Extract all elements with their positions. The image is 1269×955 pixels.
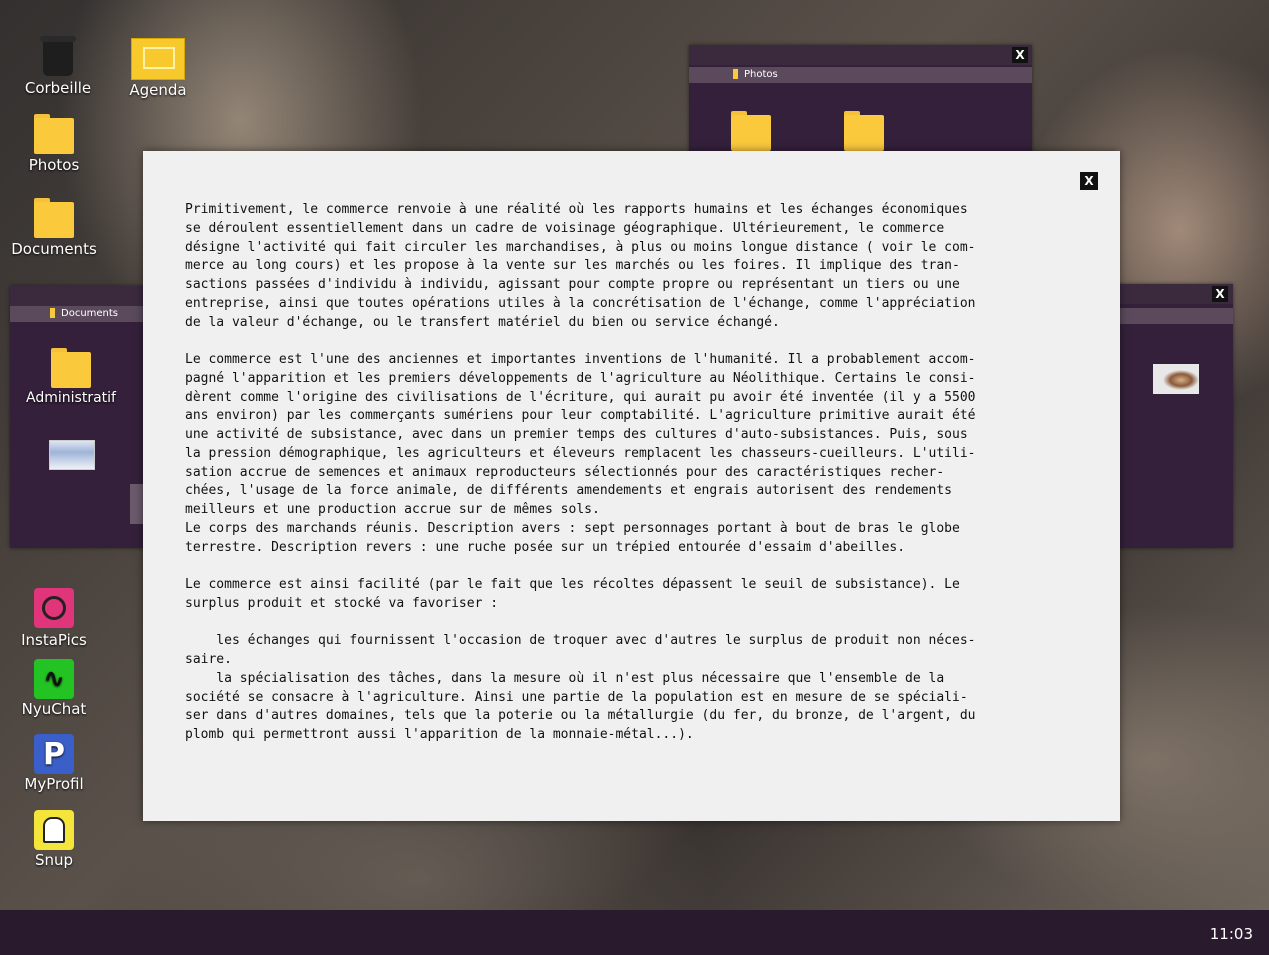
document-line: dèrent comme l'origine des civilisations de l'écriture, qui aurait pu avoir été inventée (il y a 5500	[185, 389, 976, 405]
desktop-icon-label: Agenda	[129, 81, 187, 99]
document-line: de la valeur d'échange, ou le transfert matériel du bien ou service échangé.	[185, 314, 780, 330]
photos-window	[689, 45, 1032, 165]
document-line: la spécialisation des tâches, dans la mesure où il n'est plus nécessaire que l'ensemble de la	[185, 670, 945, 686]
desktop-icon-label: InstaPics	[21, 631, 87, 649]
documents-window-path: Documents	[61, 308, 119, 319]
document-line	[185, 614, 1085, 633]
folder-icon	[733, 69, 738, 79]
desktop-icon-myprofil[interactable]	[9, 734, 99, 793]
desktop-icon-snup[interactable]	[9, 810, 99, 869]
folder-icon	[34, 114, 74, 154]
document-text	[185, 201, 1085, 745]
folder-icon	[34, 198, 74, 238]
document-line: saire.	[185, 652, 232, 667]
photos-window-close-button[interactable]: X	[1012, 47, 1028, 63]
document-line: chées, l'usage de la force animale, de différents amendements et engrais autorisent des rendements	[185, 483, 953, 499]
document-line: une activité de subsistance, avec dans un premier temps des cultures d'auto-subsistances. Puis, sous	[185, 427, 968, 442]
desktop-icon-photos[interactable]	[9, 114, 99, 174]
document-line: les échanges qui fournissent l'occasion de troquer avec d'autres le surplus de produit non néces-	[185, 633, 976, 649]
document-line: sactions passées d'individu à individu, agissant pour compte propre ou représentant un tiers ou une	[185, 277, 960, 292]
photos-subfolder-1[interactable]	[731, 111, 771, 151]
photos-window-pathbar	[689, 67, 1032, 83]
document-line: ans environ) par les commerçants sumériens pour leur comptabilité. L'agriculture primitive aurait été	[185, 408, 976, 424]
document-line: Le corps des marchands réunis. Description avers : sept personnages portant à bout de bras le globe	[185, 520, 960, 536]
document-line: meilleurs et une production accrue sur de mêmes sols.	[185, 502, 600, 517]
taskbar	[0, 910, 1269, 955]
document-line	[185, 332, 1085, 351]
document-line	[185, 557, 1085, 576]
desktop-icon-label: Snup	[34, 851, 74, 869]
right-window	[1115, 284, 1233, 548]
photos-window-titlebar[interactable]	[689, 45, 1032, 65]
document-line: terrestre. Description revers : une ruche posée sur un trépied entourée d'essaim d'abeilles.	[185, 539, 906, 555]
photos-subfolder-2[interactable]	[844, 111, 884, 151]
trash-icon	[43, 38, 73, 76]
ghost-icon	[34, 810, 74, 850]
document-line: sation accrue de semences et animaux reproducteurs sélectionnés pour des caractéristiques recher-	[185, 464, 945, 480]
photos-window-path: Photos	[744, 69, 778, 80]
desktop-icon-label: Corbeille	[24, 79, 92, 97]
desktop-icon-label: Photos	[28, 156, 80, 174]
text-document-window	[143, 151, 1120, 821]
calendar-icon	[131, 38, 185, 80]
desktop-icon-nyuchat[interactable]	[9, 659, 99, 718]
photo-thumbnail-dog[interactable]	[1153, 364, 1199, 394]
desktop-icon-label: MyProfil	[24, 775, 84, 793]
chat-icon: ∿	[34, 659, 74, 699]
documents-window	[10, 286, 150, 548]
camera-icon	[34, 588, 74, 628]
right-window-pathbar	[1115, 308, 1233, 324]
desktop-icon-label: NyuChat	[21, 700, 87, 718]
document-close-button[interactable]: X	[1080, 172, 1098, 190]
taskbar-clock: 11:03	[1209, 925, 1253, 943]
document-line: merce au long cours) et les propose à la vente sur les marchés ou les foires. Il implique des tran-	[185, 258, 960, 274]
desktop-icon-corbeille[interactable]	[13, 38, 103, 97]
right-window-close-button[interactable]: X	[1212, 286, 1228, 302]
folder-icon	[50, 308, 55, 318]
document-line: Le commerce est l'une des anciennes et importantes inventions de l'humanité. Il a probablement accom-	[185, 352, 976, 367]
document-line: société se consacre à l'agriculture. Ainsi une partie de la population est en mesure de se spéciali-	[185, 689, 968, 705]
documents-item-administratif[interactable]	[25, 348, 117, 406]
desktop-icon-documents[interactable]	[9, 198, 99, 258]
document-line: entreprise, ainsi que toutes opérations utiles à la concrétisation de l'échange, comme l'appréciation	[185, 295, 976, 311]
document-line: pagné l'apparition et les premiers développements de l'agriculture au Néolithique. Certains le consi-	[185, 370, 976, 386]
documents-window-pathbar	[10, 306, 150, 322]
documents-item-label: Administratif	[26, 390, 116, 406]
documents-window-titlebar[interactable]	[10, 286, 150, 306]
document-thumbnail[interactable]	[49, 440, 95, 470]
document-line: plomb qui permettront aussi l'apparition de la monnaie-métal...).	[185, 727, 694, 742]
folder-icon	[51, 348, 91, 388]
document-line: surplus produit et stocké va favoriser :	[185, 595, 499, 611]
document-line: se déroulent essentiellement dans un cadre de voisinage géographique. Ultérieurement, le commerce	[185, 220, 945, 236]
desktop-icon-agenda[interactable]	[113, 38, 203, 99]
profile-icon: P	[34, 734, 74, 774]
desktop-icon-instapics[interactable]	[9, 588, 99, 649]
document-line: ser dans d'autres domaines, tels que la poterie ou la métallurgie (du fer, du bronze, de l'argent, du	[185, 708, 976, 724]
document-line: Le commerce est ainsi facilité (par le fait que les récoltes dépassent le seuil de subsistance). Le	[185, 577, 960, 592]
document-line: désigne l'activité qui fait circuler les marchandises, à plus ou moins longue distance ( voir le com-	[185, 239, 976, 255]
desktop-icon-label: Documents	[11, 240, 97, 258]
document-line: la pression démographique, les agriculteurs et éleveurs remplacent les chasseurs-cueilleurs. L'utili-	[185, 445, 976, 461]
document-line: Primitivement, le commerce renvoie à une réalité où les rapports humains et les échanges économiques	[185, 202, 968, 217]
